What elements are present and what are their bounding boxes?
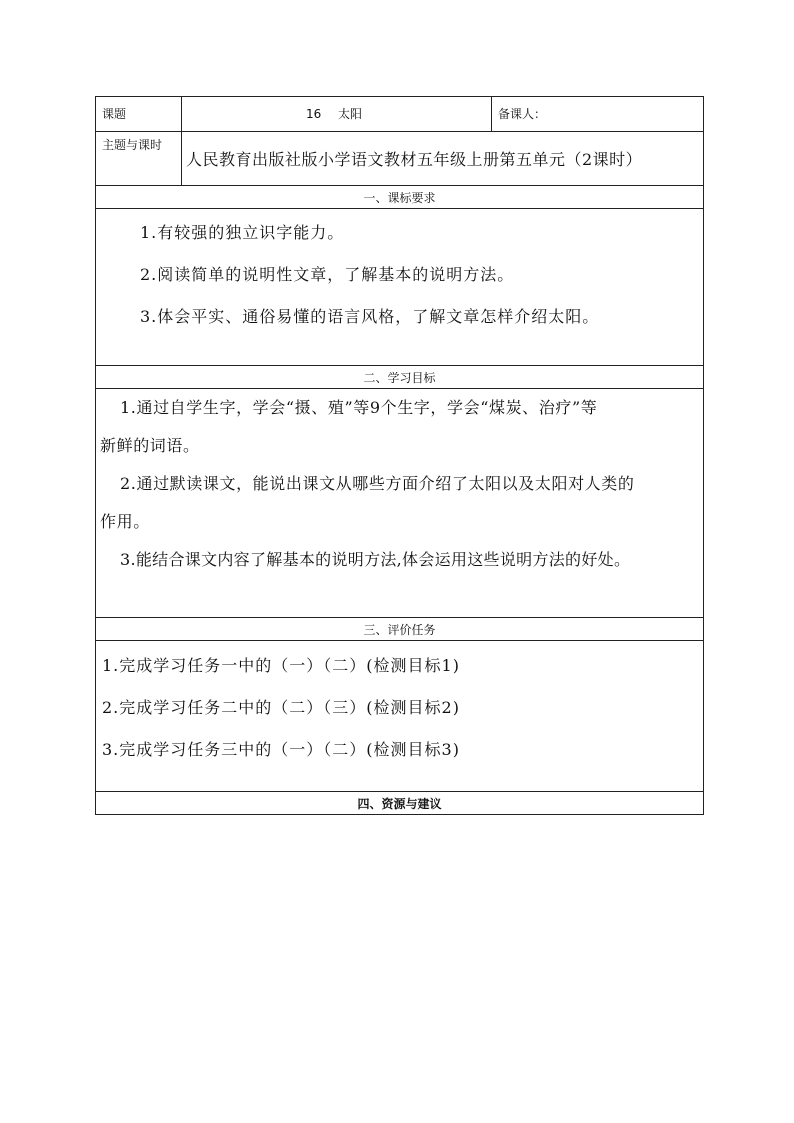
- requirements-title: 一、课标要求: [96, 186, 704, 209]
- lesson-number: 16: [306, 107, 322, 121]
- resources-title: 四、资源与建议: [96, 792, 704, 815]
- goal-line: 2.通过默读课文，能说出课文从哪些方面介绍了太阳以及太阳对人类的: [120, 474, 635, 493]
- goal-line: 作用。: [100, 512, 150, 531]
- goals-title: 二、学习目标: [96, 366, 704, 389]
- evaluation-item: 2.完成学习任务二中的（二）（三）(检测目标2): [102, 698, 460, 717]
- section-header-resources: [96, 792, 704, 815]
- goals-row: [96, 389, 704, 618]
- evaluation-content: [96, 641, 704, 792]
- section-header-goals: [96, 366, 704, 389]
- lesson-plan-table: [95, 96, 704, 815]
- topic-label: 课题: [96, 97, 182, 132]
- evaluation-item: 3.完成学习任务三中的（一）（二）(检测目标3): [102, 740, 460, 759]
- evaluation-row: [96, 641, 704, 792]
- requirements-row: [96, 209, 704, 366]
- goal-line: 新鲜的词语。: [100, 436, 200, 455]
- requirement-item: 1.有较强的独立识字能力。: [140, 223, 345, 242]
- theme-label: 主题与课时: [96, 132, 182, 186]
- goal-item: [96, 389, 703, 465]
- section-header-requirements: [96, 186, 704, 209]
- section-header-evaluation: [96, 618, 704, 641]
- goal-item: [96, 541, 703, 579]
- requirements-content: [96, 209, 704, 366]
- theme-value: 人民教育出版社版小学语文教材五年级上册第五单元（2课时）: [182, 132, 704, 186]
- evaluation-item: 1.完成学习任务一中的（一）（二）(检测目标1): [102, 656, 460, 675]
- lesson-title-cell: [182, 97, 492, 132]
- goal-item: [96, 465, 703, 541]
- goal-line: 3.能结合课文内容了解基本的说明方法,体会运用这些说明方法的好处。: [120, 550, 631, 569]
- theme-row: [96, 132, 704, 186]
- goal-line: 1.通过自学生字，学会“摄、殖”等9个生字，学会“煤炭、治疗”等: [120, 398, 598, 417]
- requirement-item: 3.体会平实、通俗易懂的语言风格，了解文章怎样介绍太阳。: [140, 307, 600, 326]
- preparer-label: 备课人：: [492, 97, 704, 132]
- lesson-title: 太阳: [338, 107, 363, 121]
- evaluation-title: 三、评价任务: [96, 618, 704, 641]
- header-row: [96, 97, 704, 132]
- requirement-item: 2.阅读简单的说明性文章，了解基本的说明方法。: [140, 265, 515, 284]
- goals-content: [96, 389, 704, 618]
